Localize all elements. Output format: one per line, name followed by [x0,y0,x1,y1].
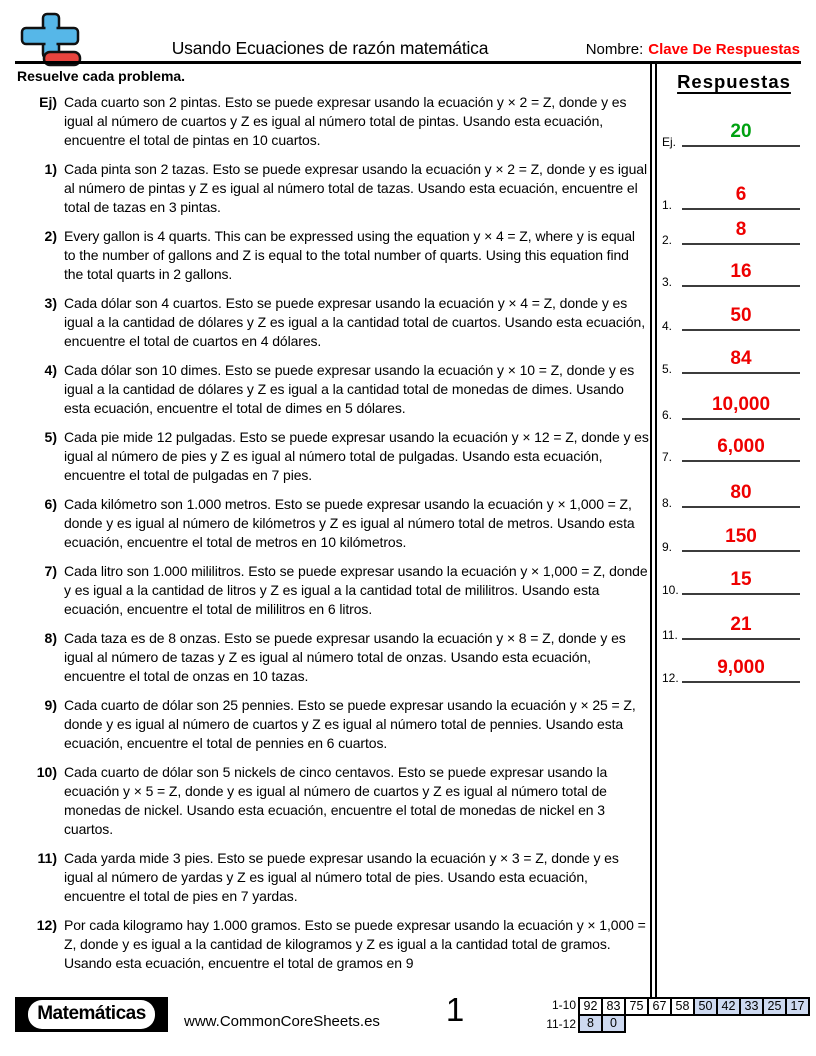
answer-blank-line [682,261,800,287]
score-cell: 92 [578,997,603,1016]
answer-row [660,116,808,150]
answer-value: 6,000 [717,436,765,457]
answer-label: 11. [662,628,678,642]
problem-number: 2) [44,228,57,244]
answer-value: 80 [730,482,752,503]
answer-row [660,609,808,643]
score-cell: 50 [693,997,718,1016]
plus-minus-logo-icon [20,12,82,68]
answer-label: 9. [662,540,673,554]
score-cell: 25 [762,997,787,1016]
answer-blank-line [682,184,800,210]
score-cell: 17 [785,997,810,1016]
problem-text: Cada kilómetro son 1.000 metros. Esto se puede expresar usando la ecuación y × 1,000 = Z, donde y es igual al número de kilómetros y Z es igual al número total de metros. Usando esta ecuación, encuentre el total de metros en 10 kilómetros. [64,496,635,550]
answer-blank-line [682,121,800,147]
answer-row [660,521,808,555]
problem-item [15,428,649,485]
score-cell: 58 [670,997,695,1016]
score-cell: 42 [716,997,741,1016]
brand-bar [15,997,168,1032]
problem-text: Cada pinta son 2 tazas. Esto se puede expresar usando la ecuación y × 2 = Z, donde y es igual al número de pintas y Z es igual al número total de tazas. Usando esta ecuación, encuentre el total de tazas en 3 pintas. [64,161,647,215]
answers-column [660,64,808,997]
score-cell: 0 [601,1014,626,1033]
name-value: Clave De Respuestas [648,41,800,58]
answer-blank-line [682,348,800,374]
answer-value: 150 [725,526,757,547]
answer-value: 16 [730,261,752,282]
answer-value: 15 [730,569,752,590]
answer-value: 9,000 [717,657,765,678]
answers-heading: Respuestas [677,71,791,92]
answer-blank-line [682,305,800,331]
column-divider [650,64,657,997]
page-title: Usando Ecuaciones de razón matemática [171,38,489,58]
answer-blank-line [682,614,800,640]
problem-number: Ej) [39,94,57,110]
answer-row [660,214,808,248]
website-url: www.CommonCoreSheets.es [184,1013,380,1030]
answer-label: 10. [662,583,679,597]
answer-row [660,652,808,686]
answer-blank-line [682,482,800,508]
problem-item [15,562,649,619]
score-row [536,1016,814,1033]
problem-text: Cada pie mide 12 pulgadas. Esto se puede expresar usando la ecuación y × 12 = Z, donde y es igual al número de pies y Z es igual al número total de pulgadas. Usando esta ecuación, encuentre el total de pulgadas en 7 pies. [64,429,649,483]
score-cell: 75 [624,997,649,1016]
problem-number: 1) [44,161,57,177]
problems-column [15,64,649,996]
answer-label: 1. [662,198,673,212]
problem-number: 8) [44,630,57,646]
problem-text: Cada dólar son 4 cuartos. Esto se puede expresar usando la ecuación y × 4 = Z, donde y es igual a la cantidad de dólares y Z es igual a la cantidad total de cuartos. Usando esta ecuación, encuentre el total de cuartos en 4 dólares. [64,295,646,349]
answer-blank-line [682,219,800,245]
name-label: Nombre: [585,41,644,58]
problem-text: Every gallon is 4 quarts. This can be expressed using the equation y × 4 = Z, where y is equal to the number of gallons and Z is equal to the total number of quarts. Using this equation find the total quarts in 2 gallons. [64,228,635,282]
problem-number: 7) [44,563,57,579]
problem-item [15,916,649,973]
answer-label: 7. [662,450,673,464]
problem-item [15,495,649,552]
name-area [586,41,800,58]
problem-number: 10) [36,764,57,780]
score-cell: 83 [601,997,626,1016]
answer-value: 50 [730,305,752,326]
problem-item [15,361,649,418]
score-cell: 8 [578,1014,603,1033]
answer-label: 6. [662,408,673,422]
answer-blank-line [682,526,800,552]
answer-label: 4. [662,319,673,333]
answer-label: 8. [662,496,673,510]
answer-blank-line [682,436,800,462]
problem-number: 11) [37,850,57,866]
answer-row [660,179,808,213]
answer-row [660,431,808,465]
answer-row [660,389,808,423]
problem-text: Cada cuarto de dólar son 25 pennies. Esto se puede expresar usando la ecuación y × 25 = Z, donde y es igual al número de cuartos y Z es igual al número total de pennies. Usando esta ecuación, encuentre el total de pennies en 6 cuartos. [64,697,636,751]
problem-item [15,849,649,906]
problem-number: 6) [44,496,57,512]
score-table [536,997,814,1033]
answer-row [660,477,808,511]
answer-value: 10,000 [711,394,771,415]
problem-text: Cada yarda mide 3 pies. Esto se puede expresar usando la ecuación y × 3 = Z, donde y es igual al número de yardas y Z es igual al número total de pies. Usando esta ecuación, encuentre el total de pies en 7 yardas. [64,850,619,904]
score-cell: 67 [647,997,672,1016]
problem-text: Cada cuarto de dólar son 5 nickels de cinco centavos. Esto se puede expresar usando la ecuación y × 5 = Z, donde y es igual al número de cuartos y Z es igual al número total de monedas de nickel. Usando esta ecuación, encuentre el total de monedas de nickel en 3 cuartos. [64,764,608,837]
answer-label: 2. [662,233,673,247]
answer-blank-line [682,657,800,683]
problem-item [15,160,649,217]
problem-text: Cada litro son 1.000 mililitros. Esto se puede expresar usando la ecuación y × 1,000 = Z, donde y es igual a la cantidad de litros y Z es igual a la cantidad total de mililitros. Usando esta ecuación, encuentre el total de mililitros en 6 litros. [64,563,648,617]
problem-item [15,763,649,839]
problem-number: 4) [44,362,57,378]
answer-row [660,256,808,290]
problems-list [15,93,649,973]
answer-row [660,343,808,377]
problem-item [15,227,649,284]
answer-label: 12. [662,671,679,685]
problem-text: Cada dólar son 10 dimes. Esto se puede expresar usando la ecuación y × 10 = Z, donde y es igual a la cantidad de dólares y Z es igual a la cantidad total de monedas de dimes. Usando esta ecuación, encuentre el total de dimes en 5 dólares. [64,362,635,416]
problem-item [15,629,649,686]
problem-item [15,696,649,753]
brand-badge: Matemáticas [28,1000,155,1029]
answer-blank-line [682,569,800,595]
answer-blank-line [682,394,800,420]
page-number: 1 [445,991,465,1028]
problem-item [15,294,649,351]
answer-value: 84 [730,348,752,369]
score-range-label: 1-10 [551,998,576,1012]
problem-number: 9) [44,697,57,713]
answer-value: 6 [735,184,747,205]
problem-number: 12) [36,917,57,933]
answer-label: 3. [662,275,673,289]
answer-label: Ej. [662,135,677,149]
answer-row [660,300,808,334]
answer-value: 8 [735,219,747,240]
answer-value: 20 [730,121,752,142]
problem-number: 3) [44,295,57,311]
score-cell: 33 [739,997,764,1016]
problem-text: Cada cuarto son 2 pintas. Esto se puede expresar usando la ecuación y × 2 = Z, donde y es igual al número de cuartos y Z es igual al número total de pintas. Usando esta ecuación, encuentre el total de pintas en 10 cuartos. [64,94,627,148]
problem-item [15,93,649,150]
problem-text: Por cada kilogramo hay 1.000 gramos. Esto se puede expresar usando la ecuación y × 1,000 = Z, donde y es igual a la cantidad de kilogramos y Z es igual a la cantidad total de gramos. Usando esta ecuación, encuentre el total de gramos en 9 [64,917,646,971]
answer-label: 5. [662,362,673,376]
answer-row [660,564,808,598]
answer-value: 21 [730,614,752,635]
score-range-label: 11-12 [546,1017,576,1031]
problem-number: 5) [44,429,57,445]
problem-text: Cada taza es de 8 onzas. Esto se puede expresar usando la ecuación y × 8 = Z, donde y es igual al número de tazas y Z es igual al número total de onzas. Usando esta ecuación, encuentre el total de onzas en 10 tazas. [64,630,626,684]
instruction-text: Resuelve cada problema. [17,68,186,84]
